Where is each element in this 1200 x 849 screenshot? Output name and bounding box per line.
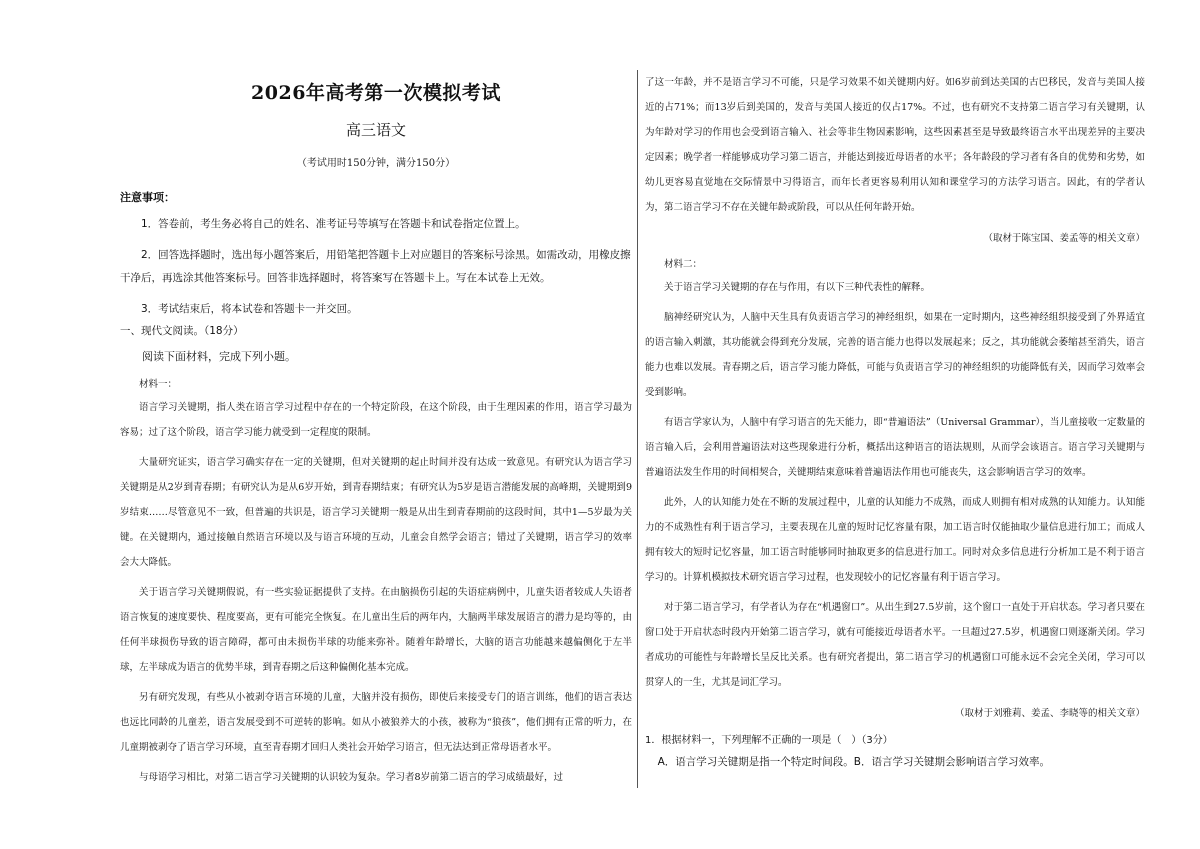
reading-instruction: 阅读下面材料，完成下列小题。 — [142, 350, 296, 363]
exam-time-note: （考试用时150分钟，满分150分） — [296, 158, 456, 169]
column-divider — [637, 70, 638, 788]
paragraph: 语言学习关键期，指人类在语言学习过程中存在的一个特定阶段，在这个阶段，由于生理因素的作用，语言学习最为容易；过了这个阶段，语言学习能力就受到一定程度的限制。 — [120, 402, 632, 438]
paragraph: 大量研究证实，语言学习确实存在一定的关键期，但对关键期的起止时间并没有达成一致意见。有研究认为语言学习关键期是从2岁到青春期；有研究认为是从6岁开始，到青春期结束；有研究认为5岁是语言潜能发展的高峰期，关键期到9岁结束……尽管意见不一致，但普遍的共识是，语言学习关键期一般是从出生到青春期前的这段时间，其中1—5岁最为关键。在关键期内，通过接触自然语言环境以及与语言环境的互动，儿童会自然学会语言；错过了关键期，语言学习的效率会大大降低。 — [120, 457, 632, 568]
notice-item: 1．答卷前，考生务必将自己的姓名、准考证号等填写在答题卡和试卷指定位置上。 — [141, 218, 526, 230]
notice-item: 3．考试结束后，将本试卷和答题卡一并交回。 — [141, 303, 358, 315]
paragraph: 有语言学家认为，人脑中有学习语言的先天能力，即“普遍语法”（Universal Grammar），当儿童接收一定数量的语言输入后，会利用普遍语法对这些现象进行分析，概括出这种语言的语法规则，从而学会该语言。语言学习关键期与普遍语法发生作用的时间相契合，关键期结束意味着普遍语法作用也可能丧失，这会影响语言学习的效率。 — [645, 417, 1145, 478]
paragraph: 脑神经研究认为，人脑中天生具有负责语言学习的神经组织，如果在一定时期内，这些神经组织接受到了外界适宜的语言输入刺激，其功能就会得到充分发展，完善的语言能力也得以发展起来；反之，其功能就会萎缩甚至消失，语言能力也难以发展。青春期之后，语言学习能力降低，可能与负责语言学习的神经组织的功能降低有关，因而学习效率会受到影响。 — [645, 312, 1145, 398]
paragraph: 与母语学习相比，对第二语言学习关键期的认识较为复杂。学习者8岁前第二语言的学习成绩最好，过 — [139, 772, 564, 783]
paragraph: 另有研究发现，有些从小被剥夺语言环境的儿童，大脑并没有损伤，即使后来接受专门的语言训练，他们的语言表达也远比同龄的儿童差，语言发展受到不可逆转的影响。如从小被狼养大的小孩，被称为“狼孩”，他们拥有正常的听力，在儿童期被剥夺了语言学习环境，直至青春期才回归人类社会开始学习语言，但无法达到正常母语者水平。 — [120, 692, 632, 753]
notice-item: 2．回答选择题时，选出每小题答案后，用铅笔把答题卡上对应题目的答案标号涂黑。如需改动，用橡皮擦干净后，再选涂其他答案标号。回答非选择题时，将答案写在答题卡上。写在本试卷上无效。 — [120, 249, 631, 284]
material-2-label: 材料二： — [664, 259, 703, 270]
notice-heading: 注意事项： — [120, 191, 175, 204]
paragraph: 对于第二语言学习，有学者认为存在“机遇窗口”。从出生到27.5岁前，这个窗口一直处于开启状态。学习者只要在窗口处于开启状态时段内开始第二语言学习，就有可能接近母语者水平。一旦超过27.5岁，机遇窗口则逐渐关闭。学习者成功的可能性与年龄增长呈反比关系。也有研究者提出，第二语言学习的机遇窗口可能永远不会完全关闭，学习可以贯穿人的一生，尤其是词汇学习。 — [645, 602, 1145, 688]
question-1-options: A．语言学习关键期是指一个特定时间段。B．语言学习关键期会影响语言学习效率。 — [657, 756, 1050, 768]
paragraph: 关于语言学习关键期的存在与作用，有以下三种代表性的解释。 — [664, 282, 931, 293]
question-1: 1．根据材料一，下列理解不正确的一项是（ ）（3分） — [645, 735, 893, 746]
material-1-label: 材料一： — [139, 379, 178, 390]
paragraph-continued: 了这一年龄，并不是语言学习不可能，只是学习效果不如关键期内好。如6岁前到达美国的古巴移民，发音与美国人接近的占71%；而13岁后到美国的，发音与美国人接近的仅占17%。不过，也有研究不支持第二语言学习有关键期，认为年龄对学习的作用也会受到语言输入、社会等非生物因素影响，这些因素甚至是导致最终语言水平出现差异的主要决定因素；晚学者一样能够成功学习第二语言，并能达到接近母语者的水平；各年龄段的学习者有各自的优势和劣势，如幼儿更容易直觉地在交际情景中习得语言，而年长者更容易利用认知和课堂学习的方法学习语言。因此，有的学者认为，第二语言学习不存在关键年龄或阶段，可以从任何年龄开始。 — [645, 77, 1145, 213]
paragraph: 关于语言学习关键期假说，有一些实验证据提供了支持。在由脑损伤引起的失语症病例中，儿童失语者较成人失语者语言恢复的速度要快、程度要高，更有可能完全恢复。在儿童出生后的两年内，大脑两半球发展语言的潜力是均等的，由任何半球损伤导致的语言障碍，都可由未损伤半球的功能来弥补。随着年龄增长，大脑的语言功能越来越偏侧化于左半球，左半球成为语言的优势半球，到青春期之后这种偏侧化基本完成。 — [120, 587, 632, 673]
paragraph: 此外，人的认知能力处在不断的发展过程中，儿童的认知能力不成熟，而成人则拥有相对成熟的认知能力。认知能力的不成熟性有利于语言学习，主要表现在儿童的短时记忆容量有限，加工语言时仅能抽取少量信息进行加工；而成人拥有较大的短时记忆容量，加工语言时能够同时抽取更多的信息进行加工。同时对众多信息进行分析加工是不利于语言学习的。计算机模拟技术研究语言学习过程，也发现较小的记忆容量有利于语言学习。 — [645, 497, 1145, 583]
exam-title: 2026年高考第一次模拟考试 — [251, 82, 501, 104]
exam-subtitle: 高三语文 — [345, 121, 406, 139]
section-heading: 一、现代文阅读。（18分） — [120, 325, 244, 337]
left-column — [120, 70, 632, 790]
source-note: （取材于陈宝国、姜孟等的相关文章） — [983, 233, 1145, 244]
right-column — [645, 70, 1145, 769]
source-note: （取材于刘雅莉、姜孟、李晓等的相关文章） — [954, 708, 1145, 719]
